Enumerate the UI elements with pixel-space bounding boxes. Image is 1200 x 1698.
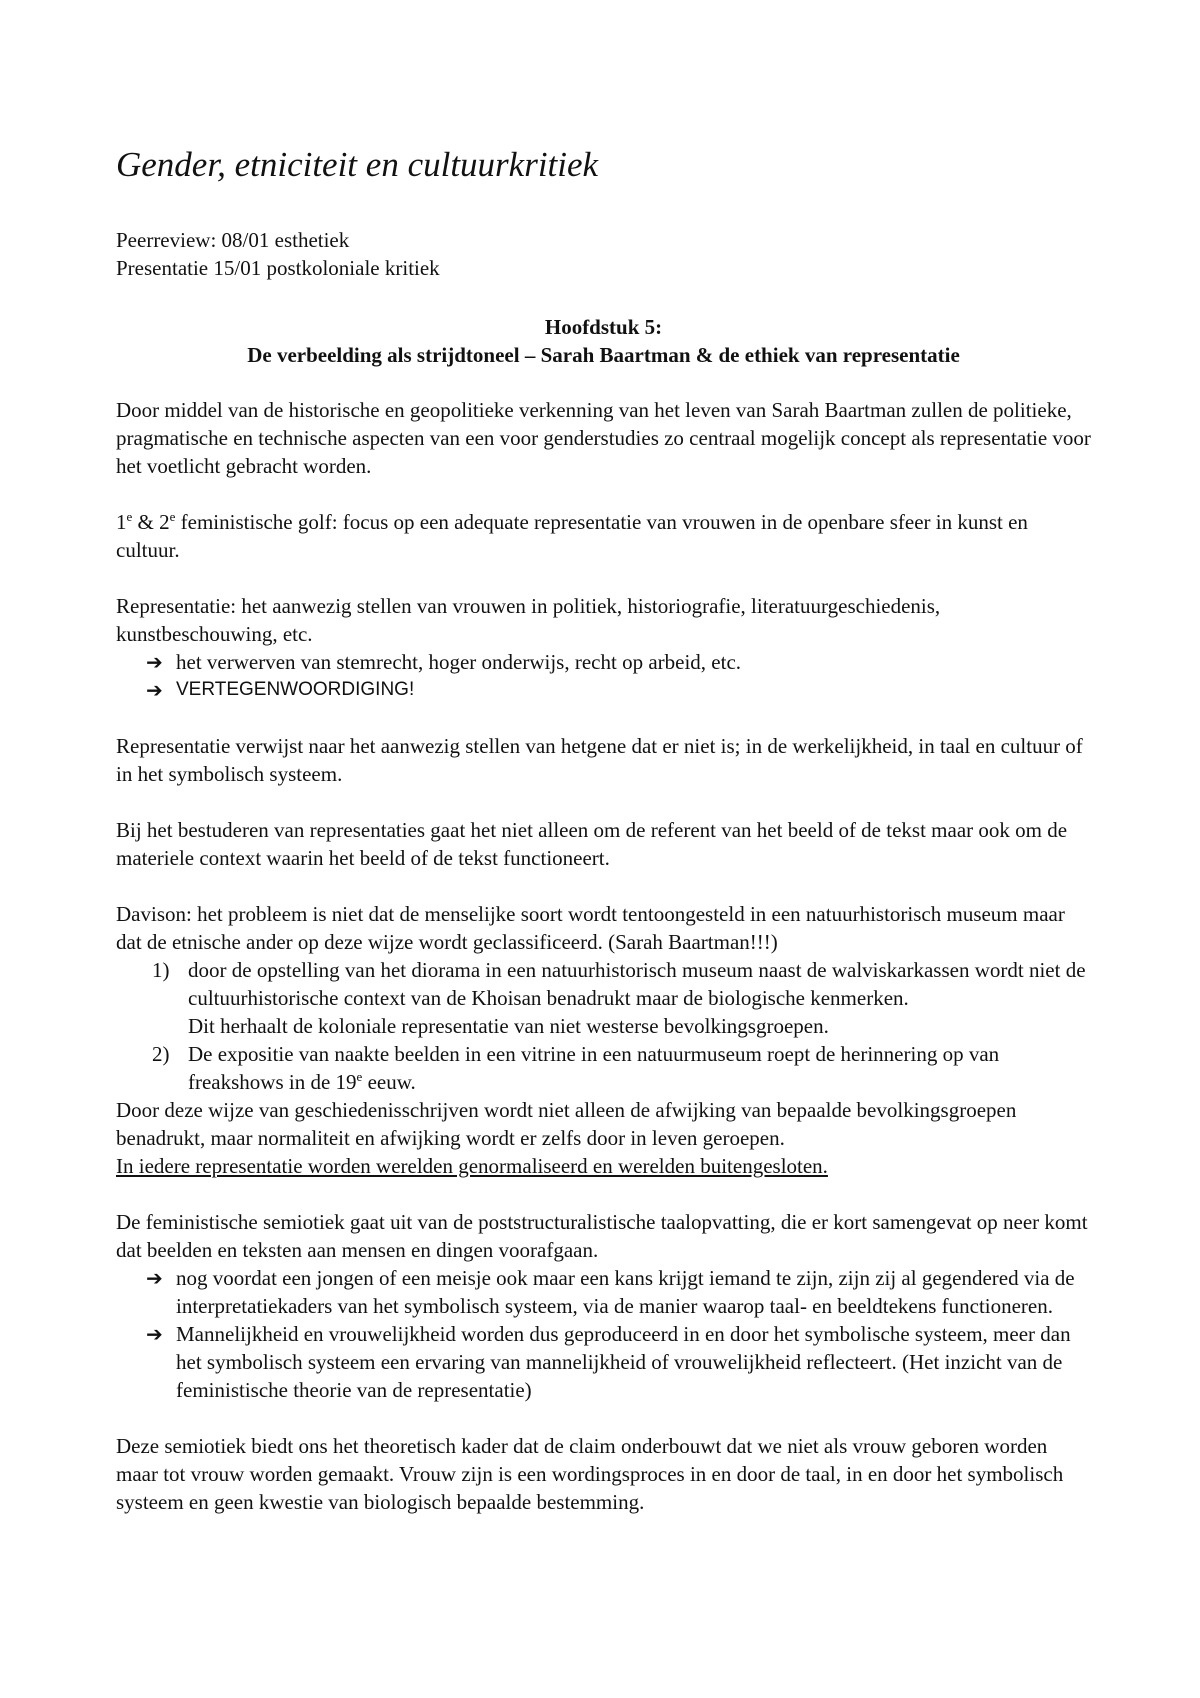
list-item [116,1320,1091,1404]
list-item [116,1264,1091,1320]
arrow-right-icon: ➔ [146,1266,163,1290]
representation-block [116,592,1091,704]
davison-block [116,900,1091,1180]
wave-first-sup: e [126,509,133,524]
list-item [116,956,1091,1040]
semiotics-block [116,1208,1091,1404]
intro-paragraph: Door middel van de historische en geopolitieke verkenning van het leven van Sarah Baartman zullen de politieke, pragmatische en technische aspecten van een voor genderstudies zo centraal mogelijk concept als representatie voor het voetlicht gebracht worden. [116,398,1091,478]
waves-paragraph [116,508,1091,564]
studying-paragraph: Bij het bestuderen van representaties gaat het niet alleen om de referent van het beeld of de tekst maar ook om de materiele context waarin het beeld of de tekst functioneert. [116,818,1068,870]
bullet-text: Mannelijkheid en vrouwelijkheid worden dus geproduceerd in en door het symbolische systeem, meer dan het symbolisch systeem een ervaring van mannelijkheid of vrouwelijkheid reflecteert. (Het inzicht van de feministische theorie van de representatie) [176,1322,1071,1402]
wave-amp: & 2 [132,510,170,534]
course-meta [116,226,440,282]
numbered-item-text: door de opstelling van het diorama in een natuurhistorisch museum naast de walviskarkassen wordt niet de cultuurhistorische context van de Khoisan benadrukt maar de biologische kenmerken. [188,958,1086,1010]
arrow-right-icon: ➔ [146,1322,163,1346]
davison-paragraph: Davison: het probleem is niet dat de menselijke soort wordt tentoongesteld in een natuurhistorisch museum maar dat de etnische ander op deze wijze wordt geclassificeerd. (Sarah Baartman!!!) [116,902,1065,954]
list-number: 2) [152,1042,170,1066]
chapter-heading [116,313,1091,369]
bullet-text: het verwerven van stemrecht, hoger onderwijs, recht op arbeid, etc. [176,650,742,674]
chapter-subtitle: De verbeelding als strijdtoneel – Sarah Baartman & de ethiek van representatie [247,343,960,367]
wave-first: 1 [116,510,127,534]
wave-rest: feministische golf: focus op een adequate representatie van vrouwen in de openbare sfeer in kunst en cultuur. [116,510,1028,562]
bullet-text: VERTEGENWOORDIGING! [176,679,415,700]
refers-paragraph: Representatie verwijst naar het aanwezig stellen van hetgene dat er niet is; in de werkelijkheid, in taal en cultuur of in het symbolisch systeem. [116,734,1083,786]
bullet-text: nog voordat een jongen of een meisje ook maar een kans krijgt iemand te zijn, zijn zij al gegendered via de interpretatiekaders van het symbolisch systeem, via de manier waarop taal- en beeldtekens functioneren. [176,1266,1075,1318]
numbered-item-extra: Dit herhaalt de koloniale representatie van niet westerse bevolkingsgroepen. [188,1014,829,1038]
arrow-right-icon: ➔ [146,678,163,702]
wave-second-sup: e [169,509,176,524]
underlined-statement: In iedere representatie worden werelden genormaliseerd en werelden buitengesloten. [116,1154,828,1178]
list-item [116,648,1091,676]
numbered-item-after: eeuw. [362,1070,416,1094]
peerreview-line: Peerreview: 08/01 esthetiek [116,228,350,252]
conclusion-paragraph: Deze semiotiek biedt ons het theoretisch kader dat de claim onderbouwt dat we niet als vrouw geboren worden maar tot vrouw worden gemaakt. Vrouw zijn is een wordingsproces in en door de taal, in en door het symbolisch systeem en geen kwestie van biologisch bepaalde bestemming. [116,1434,1064,1514]
semiotics-paragraph: De feministische semiotiek gaat uit van de poststructuralistische taalopvatting, die er kort samengevat op neer komt dat beelden en teksten aan mensen en dingen voorafgaan. [116,1210,1088,1262]
numbered-item-text: De expositie van naakte beelden in een vitrine in een natuurmuseum roept de herinnering op van freakshows in de 19 [188,1042,1000,1094]
davison-conclusion: Door deze wijze van geschiedenisschrijven wordt niet alleen de afwijking van bepaalde bevolkingsgroepen benadrukt, maar normaliteit en afwijking wordt er zelfs door in leven geroepen. [116,1098,1017,1150]
list-item [116,676,1091,704]
list-item [116,1040,1091,1096]
document-title: Gender, etniciteit en cultuurkritiek [116,145,599,184]
document-body [116,396,1091,1544]
century-sup: e [356,1069,363,1084]
list-number: 1) [152,958,170,982]
chapter-number: Hoofdstuk 5: [544,315,663,339]
representation-paragraph: Representatie: het aanwezig stellen van vrouwen in politiek, historiografie, literatuurgeschiedenis, kunstbeschouwing, etc. [116,594,941,646]
presentation-line: Presentatie 15/01 postkoloniale kritiek [116,256,440,280]
arrow-right-icon: ➔ [146,650,163,674]
